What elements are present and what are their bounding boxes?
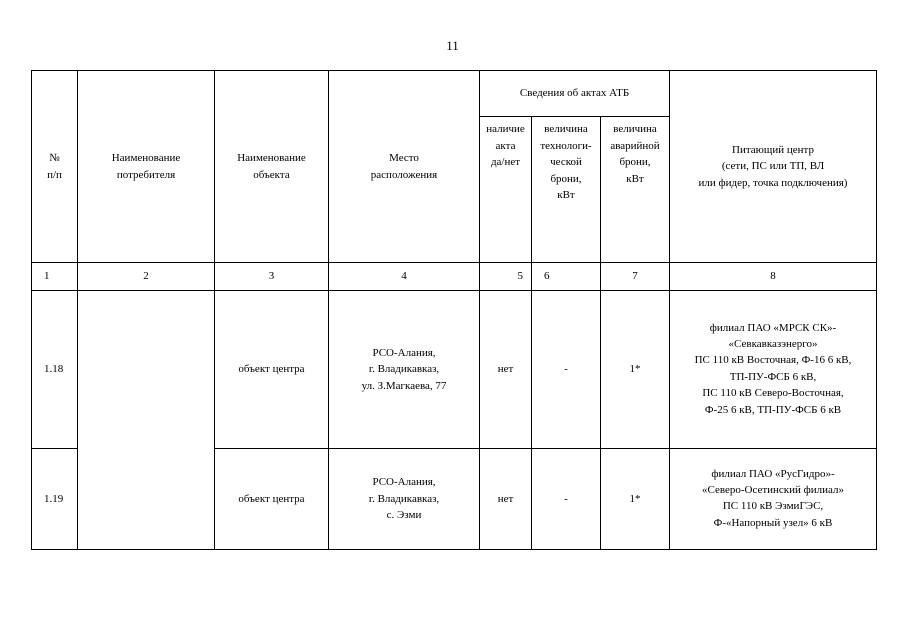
header-location — [329, 71, 480, 263]
header-atb-group — [480, 71, 670, 117]
column-number: 1 — [32, 263, 78, 291]
header-emerg-line: величина — [613, 123, 657, 135]
power-cell — [670, 291, 877, 449]
header-act-line: наличие — [486, 123, 525, 135]
power-line: ПС 110 кВ Восточная, Ф-16 6 кВ, — [694, 354, 852, 367]
emerg-value: 1* — [601, 449, 670, 550]
location-cell — [329, 449, 480, 550]
header-location-line: расположения — [370, 168, 438, 181]
header-atb-group-label: Сведения об актах АТБ — [519, 87, 630, 100]
row-number: 1.18 — [32, 291, 78, 449]
power-line: «Северо-Осетинский филиал» — [701, 483, 845, 496]
emerg-value: 1* — [601, 291, 670, 449]
location-cell — [329, 291, 480, 449]
header-act-line: да/нет — [490, 156, 521, 168]
column-number: 4 — [329, 263, 480, 291]
tech-value: - — [532, 291, 601, 449]
location-line: с. Эзми — [386, 509, 422, 522]
header-num — [32, 71, 78, 263]
location-line: РСО-Алания, — [372, 346, 436, 359]
header-emerg-line: аварийной — [610, 139, 660, 152]
column-number: 3 — [215, 263, 329, 291]
header-emerg-line: кВт — [626, 172, 644, 185]
header-act-line: акта — [495, 139, 516, 152]
header-consumer-line: Наименование — [111, 152, 181, 164]
column-numbers-row — [32, 263, 877, 291]
header-power-line: Питающий центр — [732, 143, 814, 156]
header-power-line: или фидер, точка подключения) — [698, 176, 848, 189]
column-number: 2 — [78, 263, 215, 291]
location-line: ул. З.Магкаева, 77 — [361, 379, 447, 392]
header-consumer-line: потребителя — [116, 168, 176, 181]
column-number: 7 — [601, 263, 670, 291]
header-power — [670, 71, 877, 263]
atb-table — [31, 70, 877, 550]
header-tech-line: ческой — [550, 156, 582, 168]
power-cell — [670, 449, 877, 550]
object-name: объект центра — [215, 291, 329, 449]
power-line: «Севкавказэнерго» — [728, 337, 818, 350]
power-line: ПС 110 кВ ЭзмиГЭС, — [722, 500, 824, 513]
column-number: 6 — [532, 263, 601, 291]
table-row — [32, 291, 877, 449]
header-object — [215, 71, 329, 263]
act-value: нет — [480, 291, 532, 449]
power-line: ТП-ПУ-ФСБ 6 кВ, — [729, 370, 817, 383]
location-line: РСО-Алания, — [372, 476, 436, 489]
header-tech-line: технологи- — [540, 139, 592, 152]
power-line: филиал ПАО «РусГидро»- — [711, 467, 835, 480]
page-number: 11 — [446, 38, 459, 53]
header-act — [480, 117, 532, 263]
header-tech — [532, 117, 601, 263]
tech-value: - — [532, 449, 601, 550]
header-location-line: Место — [389, 152, 419, 164]
header-num-line: № — [49, 152, 60, 164]
header-tech-line: брони, — [550, 172, 582, 185]
header-consumer — [78, 71, 215, 263]
header-emerg-line: брони, — [619, 156, 651, 168]
location-line: г. Владикавказ, — [368, 492, 440, 505]
power-line: Ф-«Напорный узел» 6 кВ — [713, 516, 833, 529]
column-number: 8 — [670, 263, 877, 291]
row-number: 1.19 — [32, 449, 78, 550]
power-line: Ф-25 6 кВ, ТП-ПУ-ФСБ 6 кВ — [704, 403, 842, 416]
header-num-line: п/п — [47, 168, 62, 181]
header-tech-line: величина — [544, 123, 588, 135]
consumer-cell — [78, 291, 215, 550]
header-tech-line: кВт — [557, 189, 575, 201]
header-object-line: Наименование — [237, 152, 306, 164]
header-object-line: объекта — [253, 168, 290, 181]
location-line: г. Владикавказ, — [368, 363, 440, 376]
power-line: ПС 110 кВ Северо-Восточная, — [702, 387, 844, 400]
act-value: нет — [480, 449, 532, 550]
column-number: 5 — [480, 263, 532, 291]
header-emerg — [601, 117, 670, 263]
object-name: объект центра — [215, 449, 329, 550]
header-power-line: (сети, ПС или ТП, ВЛ — [721, 160, 825, 173]
power-line: филиал ПАО «МРСК СК»- — [709, 321, 837, 334]
